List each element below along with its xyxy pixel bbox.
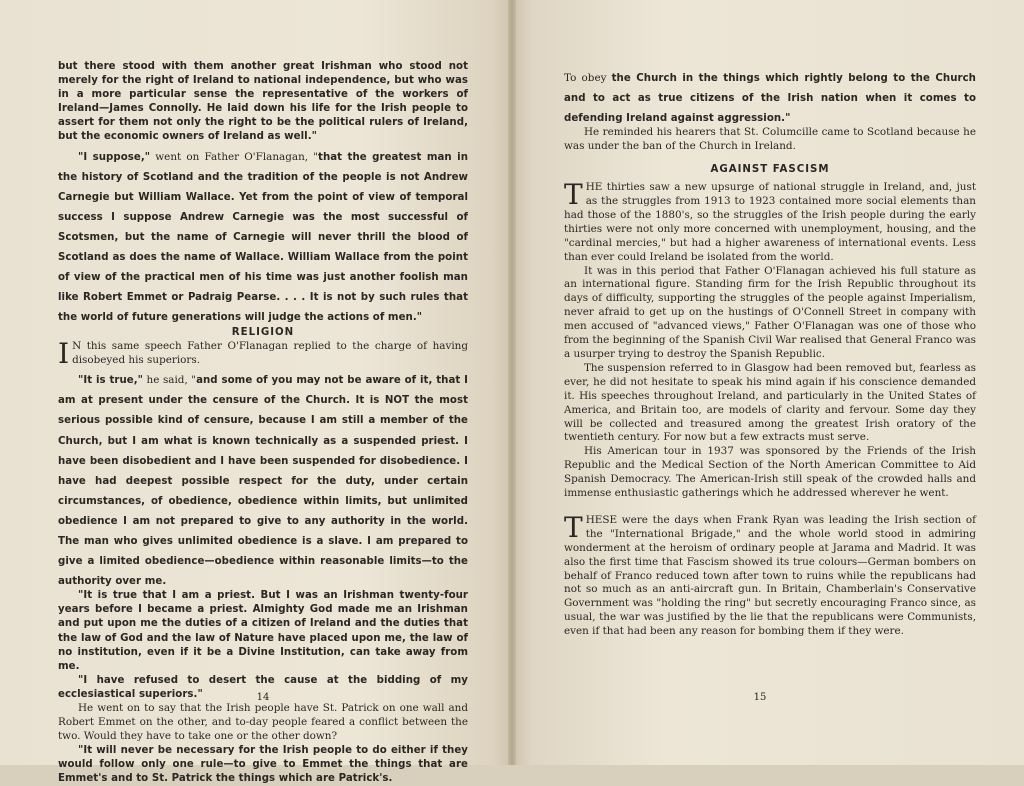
right-page — [512, 0, 1024, 765]
right-paragraph-5: The suspension referred to in Glasgow had been removed but, fearless as ever, he did not hesitate to speak his mind again if his conscience demanded it. His speeches throughout Ireland, and particularly in the United States of America, and Britain too, are models of clarity and fervour. Some day they will be collected and treasured among the greatest Irish oratory of the twentieth century. For now but a few extracts must serve. — [564, 361, 976, 444]
left-paragraph-3 — [58, 337, 468, 371]
paragraph-break — [564, 501, 976, 514]
book-gutter — [508, 0, 516, 765]
quote-body: and some of you may not be aware of it, that I am at present under the censure of the Church. It is NOT the most serious possible kind of censure, because I am still a member of the Church, but I am what is known technically as a suspended priest. I have been disobedient and I have been suspended for disobedience. I have had deepest possible respect for the duty, under certain circumstances, of obedience, obedience within limits, but unlimited obedience I am not prepared to give to any authority in the world. The man who gives unlimited obedience is a slave. I am prepared to give a limited obedience—obedience within reasonable limits—to the authority over me. — [58, 375, 468, 588]
left-paragraph-6: "I have refused to desert the cause at the bidding of my ecclesiastical superiors." — [58, 674, 468, 700]
left-paragraph-5: "It is true that I am a priest. But I was an Irishman twenty-four years before I became a priest. Almighty God made me an Irishman and put upon me the duties of a citizen of Ireland and the duties that the law of God and the law of Nature have placed upon me, the law of no institution, even if it be a Divine Institution, can take away from me. — [58, 590, 468, 672]
quote-open: "It is true," — [78, 375, 143, 387]
right-paragraph-1 — [564, 66, 976, 126]
quote-body: the Church in the things which rightly belong to the Church and to act as true citizens of the Irish nation when it comes to defending Ireland against aggression." — [564, 73, 976, 125]
left-paragraph-8: "It will never be necessary for the Irish people to do either if they would follow only one rule—to give to Emmet the things that are Emmet's and to St. Patrick the things which are Patrick's. — [58, 744, 468, 784]
quote-open: "I suppose," — [78, 151, 151, 163]
attribution: went on Father O'Flanagan, " — [150, 150, 319, 163]
left-column — [58, 60, 468, 786]
right-paragraph-7 — [564, 510, 976, 639]
right-column — [564, 66, 976, 639]
page-number-left: 14 — [256, 692, 270, 703]
section-heading-against-fascism: AGAINST FASCISM — [710, 164, 830, 176]
page-number-right: 15 — [753, 692, 767, 703]
paragraph-text: N this same speech Father O'Flanagan replied to the charge of having disobeyed his superiors. — [72, 340, 468, 367]
paragraph-lead: To obey — [564, 72, 612, 84]
drop-cap: I — [58, 337, 70, 371]
attribution: he said, " — [143, 374, 197, 387]
section-heading-religion: RELIGION — [231, 327, 295, 339]
paragraph-text: HESE were the days when Frank Ryan was leading the Irish section of the "International Brigade," and the whole world stood in admiring wonderment at the heroism of ordinary people at Jarama and Madrid. It was also the first time that Fascism showed its true colours—German bombers on behalf of Franco reduced town after town to ruins while the republicans had not so much as an anti-aircraft gun. In Britain, Chamberlain's Conservative Government was "holding the ring" but secretly encouraging Franco since, as usual, the war was justified by the lie that the republicans were Communists, even if that had been any reason for bombing them if they were. — [564, 513, 976, 638]
right-paragraph-2: He reminded his hearers that St. Columcille came to Scotland because he was under the ban of the Church in Ireland. — [564, 126, 976, 153]
left-paragraph-1: but there stood with them another great Irishman who stood not merely for the right of Ireland to national independence, but who was in a more particular sense the representative of the workers of Ireland—James Connolly. He laid down his life for the Irish people to assert for them not only the right to be the political rulers of Ireland, but the economic owners of Ireland as well." — [58, 61, 468, 143]
right-paragraph-3 — [564, 178, 976, 264]
left-paragraph-2 — [58, 145, 468, 326]
paragraph-text: HE thirties saw a new upsurge of national struggle in Ireland, and, just as the struggles from 1913 to 1923 contained more social elements than had those of the 1880's, so the struggles of the Irish people during the early thirties were not only more concerned with unemployment, housing, and the "cardinal mercies," but had a higher awareness of international events. Less than ever could Ireland be isolated from the world. — [564, 181, 976, 263]
left-paragraph-7: He went on to say that the Irish people have St. Patrick on one wall and Robert Emmet on the other, and to-day people feared a conflict between the two. Would they have to take one or the other down? — [58, 702, 468, 742]
quote-body: that the greatest man in the history of Scotland and the tradition of the people is not Andrew Carnegie but William Wallace. Yet from the point of view of temporal success I suppose Andrew Carnegie was the most successful of Scotsmen, but the name of Carnegie will never thrill the blood of Scotland as does the name of Wallace. William Wallace from the point of view of the practical men of his time was just another foolish man like Robert Emmet or Padraig Pearse. . . . It is not by such rules that the world of future generations will judge the actions of men." — [58, 151, 468, 324]
left-paragraph-4 — [58, 368, 468, 589]
drop-cap: T — [564, 178, 583, 212]
drop-cap: T — [564, 510, 583, 544]
right-paragraph-6: His American tour in 1937 was sponsored by the Friends of the Irish Republic and the Medical Section of the North American Committee to Aid Spanish Democracy. The American-Irish still speak of the crowded halls and immense enthusiastic gatherings which he addressed wherever he went. — [564, 445, 976, 500]
right-paragraph-4: It was in this period that Father O'Flanagan achieved his full stature as an international figure. Standing firm for the Irish Republic throughout its days of difficulty, supporting the struggles of the people against Imperialism, never afraid to get up on the hustings of O'Connell Street in company with men accused of "advanced views," Father O'Flanagan was one of those who from the beginning of the Spanish Civil War realised that General Franco was a usurper trying to destroy the Spanish Republic. — [564, 264, 976, 360]
left-page — [0, 0, 512, 784]
